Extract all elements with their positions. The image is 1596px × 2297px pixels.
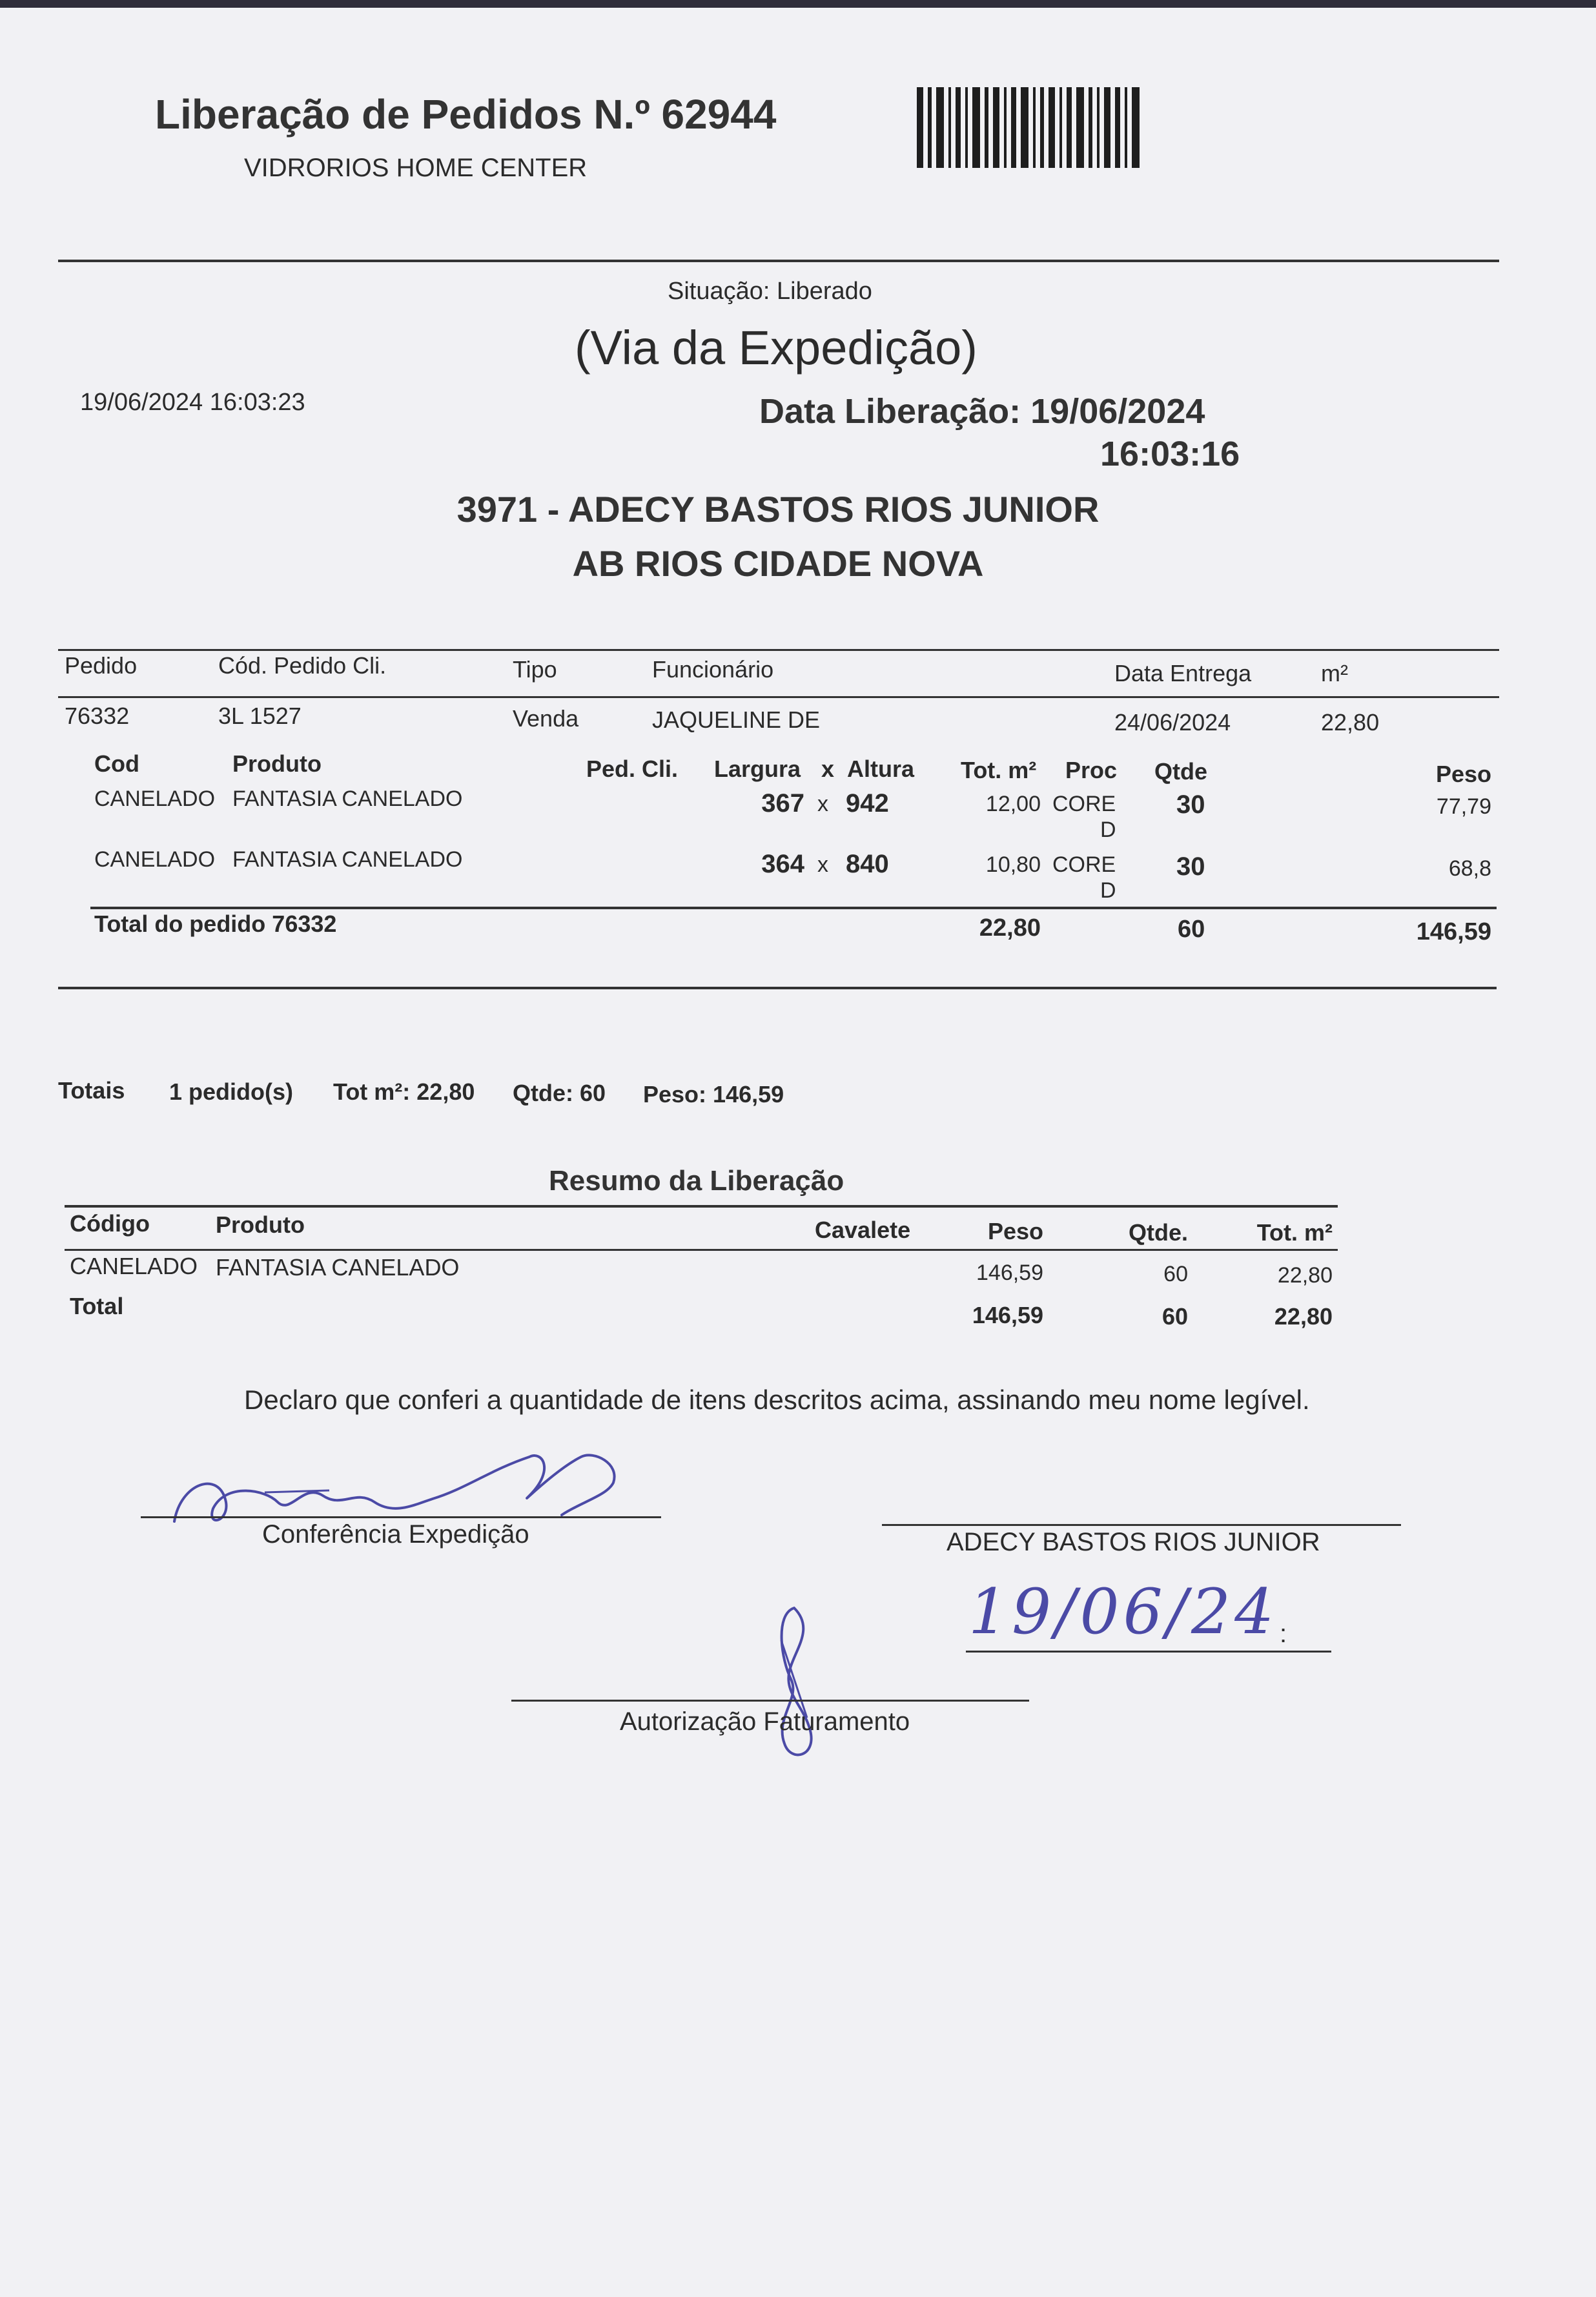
- item-1-produto: FANTASIA CANELADO: [232, 787, 463, 811]
- barcode: [917, 87, 1166, 168]
- items-col-proc: Proc: [1065, 757, 1118, 783]
- order-table-header-rule: [58, 696, 1499, 698]
- col-pedido: Pedido: [65, 652, 138, 679]
- order-data-entrega-value: 24/06/2024: [1114, 709, 1231, 736]
- document-title: Liberação de Pedidos N.º 62944: [155, 91, 777, 138]
- items-col-qtde: Qtde: [1154, 758, 1208, 785]
- totais-qtde: Qtde: 60: [513, 1080, 606, 1106]
- signature-autorizacao: [755, 1602, 826, 1769]
- order-pedido-value: 76332: [65, 703, 130, 729]
- resumo-col-peso: Peso: [987, 1218, 1043, 1244]
- resumo-col-codigo: Código: [70, 1210, 150, 1237]
- item-1-proc: CORE: [1052, 792, 1116, 816]
- item-2-tot-m2: 10,80: [985, 852, 1041, 877]
- items-col-produto: Produto: [232, 750, 322, 777]
- item-1-qtde: 30: [1176, 790, 1205, 819]
- resumo-row-tot-m2: 22,80: [1277, 1263, 1333, 1288]
- item-2-cod: CANELADO: [94, 847, 216, 872]
- autorizacao-label: Autorização Faturamento: [620, 1707, 910, 1736]
- data-liberacao: Data Liberação: 19/06/2024: [759, 392, 1205, 431]
- conferencia-signature-line: [141, 1516, 661, 1518]
- totais-label: Totais: [58, 1077, 125, 1104]
- items-col-ped-cli: Ped. Cli.: [586, 756, 679, 782]
- totais-peso: Peso: 146,59: [643, 1081, 784, 1107]
- item-1-proc-cont: D: [1100, 818, 1116, 842]
- resumo-total-label: Total: [70, 1293, 124, 1319]
- resumo-row-codigo: CANELADO: [70, 1253, 198, 1279]
- col-cod-pedido-cli: Cód. Pedido Cli.: [218, 652, 387, 679]
- cliente-signature-line: [882, 1524, 1401, 1526]
- items-col-largura: Largura: [714, 756, 801, 782]
- items-total-rule: [90, 907, 1497, 909]
- totais-pedidos: 1 pedido(s): [169, 1078, 294, 1105]
- data-liberacao-time: 16:03:16: [1100, 435, 1240, 473]
- items-col-tot-m2: Tot. m²: [961, 757, 1037, 783]
- resumo-col-qtde: Qtde.: [1128, 1219, 1188, 1246]
- resumo-row-peso: 146,59: [976, 1261, 1043, 1285]
- resumo-col-produto: Produto: [216, 1211, 305, 1238]
- time-separator: :: [1280, 1620, 1287, 1648]
- order-cod-cli-value: 3L 1527: [218, 703, 302, 729]
- item-2-x: x: [817, 852, 828, 877]
- order-m2-value: 22,80: [1321, 709, 1380, 736]
- col-m2: m²: [1321, 660, 1348, 686]
- order-section-bottom-rule: [58, 987, 1497, 989]
- resumo-total-peso: 146,59: [972, 1302, 1043, 1328]
- item-1-largura: 367: [761, 789, 804, 818]
- order-table-top-rule: [58, 649, 1499, 651]
- order-total-label: Total do pedido 76332: [94, 911, 337, 937]
- col-tipo: Tipo: [513, 656, 557, 683]
- item-2-altura: 840: [846, 850, 889, 878]
- date-line: [966, 1651, 1331, 1653]
- item-2-proc: CORE: [1052, 852, 1116, 877]
- resumo-col-tot-m2: Tot. m²: [1256, 1219, 1333, 1246]
- client-name: 3971 - ADECY BASTOS RIOS JUNIOR: [456, 489, 1100, 530]
- totais-tot-m2: Tot m²: 22,80: [333, 1078, 475, 1105]
- client-store: AB RIOS CIDADE NOVA: [572, 543, 984, 584]
- printed-datetime: 19/06/2024 16:03:23: [80, 389, 305, 416]
- scan-top-edge: [0, 0, 1596, 8]
- item-1-altura: 942: [846, 789, 889, 818]
- company-name: VIDRORIOS HOME CENTER: [244, 154, 588, 182]
- resumo-col-cavalete: Cavalete: [815, 1217, 911, 1243]
- item-1-x: x: [817, 792, 828, 816]
- order-tipo-value: Venda: [513, 705, 579, 732]
- item-2-peso: 68,8: [1448, 856, 1491, 881]
- item-2-produto: FANTASIA CANELADO: [232, 847, 463, 872]
- order-total-m2: 22,80: [979, 914, 1041, 942]
- situacao-status: Situação: Liberado: [668, 278, 872, 305]
- via-label: (Via da Expedição): [575, 321, 977, 375]
- item-1-peso: 77,79: [1436, 794, 1491, 819]
- col-data-entrega: Data Entrega: [1114, 660, 1252, 686]
- resumo-title: Resumo da Liberação: [549, 1165, 844, 1197]
- resumo-row-qtde: 60: [1163, 1262, 1188, 1286]
- order-funcionario-value: JAQUELINE DE: [652, 706, 821, 733]
- items-col-altura: Altura: [847, 756, 915, 782]
- autorizacao-signature-line: [511, 1700, 1029, 1702]
- declaration-text: Declaro que conferi a quantidade de itens descritos acima, assinando meu nome legível.: [244, 1385, 1310, 1415]
- item-1-cod: CANELADO: [94, 787, 216, 811]
- item-2-proc-cont: D: [1100, 878, 1116, 903]
- resumo-top-rule: [65, 1205, 1338, 1208]
- resumo-row-produto: FANTASIA CANELADO: [216, 1254, 460, 1281]
- items-col-cod: Cod: [94, 750, 139, 777]
- item-2-qtde: 30: [1176, 852, 1205, 881]
- handwritten-date: 19/06/24: [968, 1576, 1278, 1648]
- item-1-tot-m2: 12,00: [985, 792, 1041, 816]
- order-total-peso: 146,59: [1416, 918, 1491, 945]
- resumo-total-qtde: 60: [1161, 1303, 1188, 1330]
- col-funcionario: Funcionário: [652, 656, 774, 683]
- header-divider: [58, 260, 1499, 262]
- items-col-x: x: [821, 756, 835, 782]
- conferencia-label: Conferência Expedição: [262, 1520, 529, 1549]
- cliente-name-label: ADECY BASTOS RIOS JUNIOR: [946, 1528, 1320, 1556]
- resumo-header-rule: [65, 1249, 1338, 1251]
- order-total-qtde: 60: [1178, 916, 1205, 943]
- resumo-total-tot-m2: 22,80: [1274, 1303, 1333, 1330]
- items-col-peso: Peso: [1435, 761, 1491, 787]
- item-2-largura: 364: [761, 850, 804, 878]
